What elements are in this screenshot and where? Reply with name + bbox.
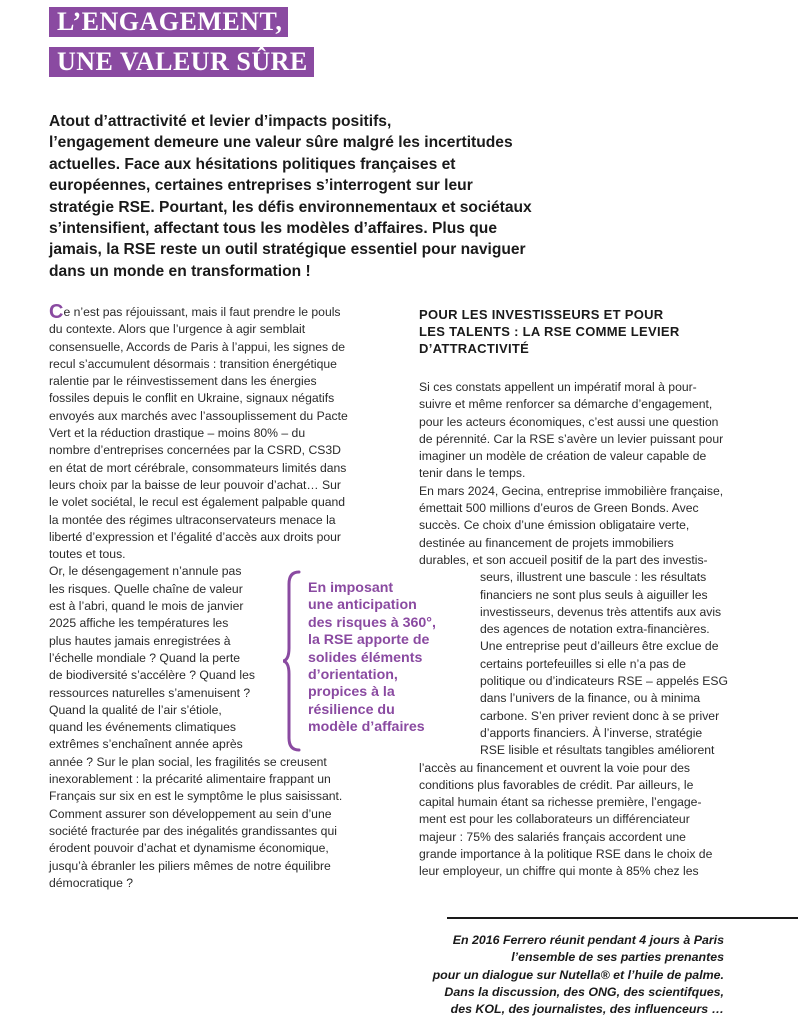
body-line: du contexte. Alors que l’urgence à agir semblait	[49, 322, 306, 337]
intro-line: dans un monde en transformation !	[49, 262, 311, 280]
caption-line: l’ensemble de ses parties prenantes	[511, 950, 724, 965]
caption-line: des KOL, des journalistes, des influenceurs …	[450, 1002, 724, 1017]
body-line: quand les événements climatiques	[49, 720, 236, 735]
intro-line: actuelles. Face aux hésitations politiques françaises et	[49, 155, 456, 173]
body-line: Vert et la réduction drastique – moins 80% – du	[49, 426, 306, 441]
body-line: tenir dans le temps.	[419, 466, 526, 481]
body-line: recul s’accumulent désormais : transition énergétique	[49, 356, 337, 371]
pull-quote-line: En imposant	[308, 580, 394, 596]
body-line: nombre d’entreprises concernées par la CSRD, CS3D	[49, 443, 341, 458]
body-line: En mars 2024, Gecina, entreprise immobilière française,	[419, 483, 724, 498]
body-line: ressources naturelles s’amenuisent ?	[49, 685, 251, 700]
pull-quote-line: des risques à 360°,	[308, 614, 436, 631]
pull-quote-line: une anticipation	[308, 597, 417, 614]
body-line: grande importance à la politique RSE dans le choix de	[419, 847, 713, 862]
pull-quote-line: modèle d’affaires	[308, 719, 425, 736]
body-line: émettait 500 millions d’euros de Green Bonds. Avec	[419, 501, 699, 516]
caption-divider	[447, 917, 798, 919]
body-line: consensuelle, Accords de Paris à l’appui, les signes de	[49, 339, 346, 354]
title-line-2: UNE VALEUR SÛRE	[49, 47, 314, 77]
pull-quote	[308, 580, 488, 737]
pull-quote-brace	[283, 570, 303, 752]
body-line: toutes et tous.	[49, 547, 126, 562]
title-line-1: L’ENGAGEMENT,	[49, 7, 288, 37]
intro-line: s’intensifient, affectant tous les modèles d’affaires. Plus que	[49, 220, 498, 238]
body-line: ment est pour les collaborateurs un différenciateur	[419, 812, 690, 827]
body-line-text: e n’est pas réjouissant, mais il faut prendre le pouls	[63, 305, 341, 319]
body-line: imaginer un modèle de création de valeur capable de	[419, 449, 707, 464]
body-line: le volet sociétal, le recul est également palpable quand	[49, 495, 346, 510]
body-line: envoyés aux marchés avec l’assouplissement du Pacte	[49, 408, 348, 423]
heading-line: D’ATTRACTIVITÉ	[419, 341, 530, 356]
body-line: Français sur six en est le symptôme le plus saisissant.	[49, 789, 343, 804]
body-line: capital humain étant sa richesse première, l’engage-	[419, 795, 702, 810]
intro-line: Atout d’attractivité et levier d’impacts positifs,	[49, 113, 392, 130]
body-line: investisseurs, devenus très attentifs aux avis	[480, 604, 722, 619]
body-line: majeur : 75% des salariés français accordent une	[419, 829, 686, 844]
intro-paragraph	[49, 111, 609, 282]
body-line: de biodiversité s’accélère ? Quand les	[49, 668, 255, 683]
body-line: leurs choix par la baisse de leur pouvoir d’achat… Sur	[49, 477, 341, 492]
pull-quote-line: propices à la	[308, 684, 395, 701]
caption-line: En 2016 Ferrero réunit pendant 4 jours à Paris	[452, 933, 724, 947]
body-line: seurs, illustrent une bascule : les résultats	[480, 570, 707, 585]
body-line: certains portefeuilles si elle n’a pas de	[480, 656, 686, 671]
body-line: extrêmes s’enchaînent année après	[49, 737, 243, 752]
section-heading	[419, 306, 749, 357]
body-line: de pérennité. Car la RSE s’avère un levier puissant pour	[419, 431, 724, 446]
body-line: Comment assurer son développement au sein d’une	[49, 806, 332, 821]
body-line: érodent pouvoir d’achat et dynamisme économique,	[49, 841, 329, 856]
body-line: durables, et son accueil positif de la part des investis-	[419, 552, 708, 567]
body-line: leur employeur, un chiffre qui monte à 85% chez les	[419, 864, 699, 879]
intro-line: jamais, la RSE reste un outil stratégique essentiel pour naviguer	[49, 241, 526, 259]
body-line: inexorablement : la précarité alimentaire frappant un	[49, 772, 331, 787]
body-line: suivre et même renforcer sa démarche d’engagement,	[419, 397, 713, 412]
body-line: société fracturée par des inégalités grandissantes qui	[49, 823, 337, 838]
photo-caption	[324, 932, 724, 1018]
body-line: financiers ne sont plus seuls à aiguiller les	[480, 587, 708, 602]
body-line: des agences de notation extra-financières.	[480, 622, 710, 637]
body-line: Or, le désengagement n’annule pas	[49, 564, 242, 579]
body-line: carbone. S’en priver revient donc à se priver	[480, 708, 720, 723]
body-line: année ? Sur le plan social, les fragilités se creusent	[49, 754, 327, 769]
pull-quote-line: résilience du	[308, 701, 395, 718]
drop-cap: C	[49, 301, 64, 323]
caption-line: Dans la discussion, des ONG, des scientifques,	[444, 984, 724, 999]
body-line: ralentie par le réinvestissement dans les énergies	[49, 374, 317, 389]
body-line: politique ou d’indicateurs RSE – appelés ESG	[480, 674, 728, 689]
caption-line: pour un dialogue sur Nutella® et l’huile de palme.	[432, 967, 724, 982]
body-line: 2025 affiche les températures les	[49, 616, 229, 631]
body-line: l’accès au financement et ouvrent la voie pour des	[419, 760, 690, 775]
body-line: est à l’abri, quand le mois de janvier	[49, 599, 244, 614]
body-line: destinée au financement de projets immobiliers	[419, 535, 674, 550]
intro-line: stratégie RSE. Pourtant, les défis environnementaux et sociétaux	[49, 198, 532, 216]
heading-line: POUR LES INVESTISSEURS ET POUR	[419, 307, 664, 322]
body-line: conditions plus favorables de crédit. Par ailleurs, le	[419, 777, 694, 792]
heading-line: LES TALENTS : LA RSE COMME LEVIER	[419, 324, 680, 339]
pull-quote-line: d’orientation,	[308, 667, 398, 684]
body-line: Quand la qualité de l’air s’étiole,	[49, 702, 222, 717]
body-line: liberté d’expression et l’égalité d’accès aux droits pour	[49, 529, 341, 544]
body-line: d’apports financiers. À l’inverse, stratégie	[480, 725, 703, 740]
intro-line: européennes, certaines entreprises s’interrogent sur leur	[49, 177, 473, 195]
body-line: Une entreprise peut d’ailleurs être exclue de	[480, 639, 719, 654]
body-line: succès. Ce choix d’une émission obligataire verte,	[419, 518, 690, 533]
body-line: les risques. Quelle chaîne de valeur	[49, 581, 243, 596]
body-line	[49, 301, 379, 323]
body-line: Si ces constats appellent un impératif moral à pour-	[419, 380, 697, 394]
body-line: l’échelle mondiale ? Quand la perte	[49, 650, 241, 665]
body-line: pour les acteurs économiques, c’est aussi une question	[419, 414, 719, 429]
body-line: démocratique ?	[49, 875, 134, 890]
pull-quote-line: solides éléments	[308, 649, 423, 666]
body-line: dans l’univers de la finance, ou à minima	[480, 691, 701, 706]
body-line: fossiles depuis le conflit en Ukraine, signaux négatifs	[49, 391, 335, 406]
body-line: RSE lisible et résultats tangibles améliorent	[480, 743, 715, 758]
body-line: plus hautes jamais enregistrées à	[49, 633, 231, 648]
body-line: en état de mort cérébrale, consommateurs limités dans	[49, 460, 347, 475]
body-line: la montée des régimes ultraconservateurs menace la	[49, 512, 336, 527]
pull-quote-line: la RSE apporte de	[308, 632, 430, 649]
body-line: jusqu’à ébranler les piliers mêmes de notre équilibre	[49, 858, 331, 873]
intro-line: l’engagement demeure une valeur sûre malgré les incertitudes	[49, 134, 513, 152]
